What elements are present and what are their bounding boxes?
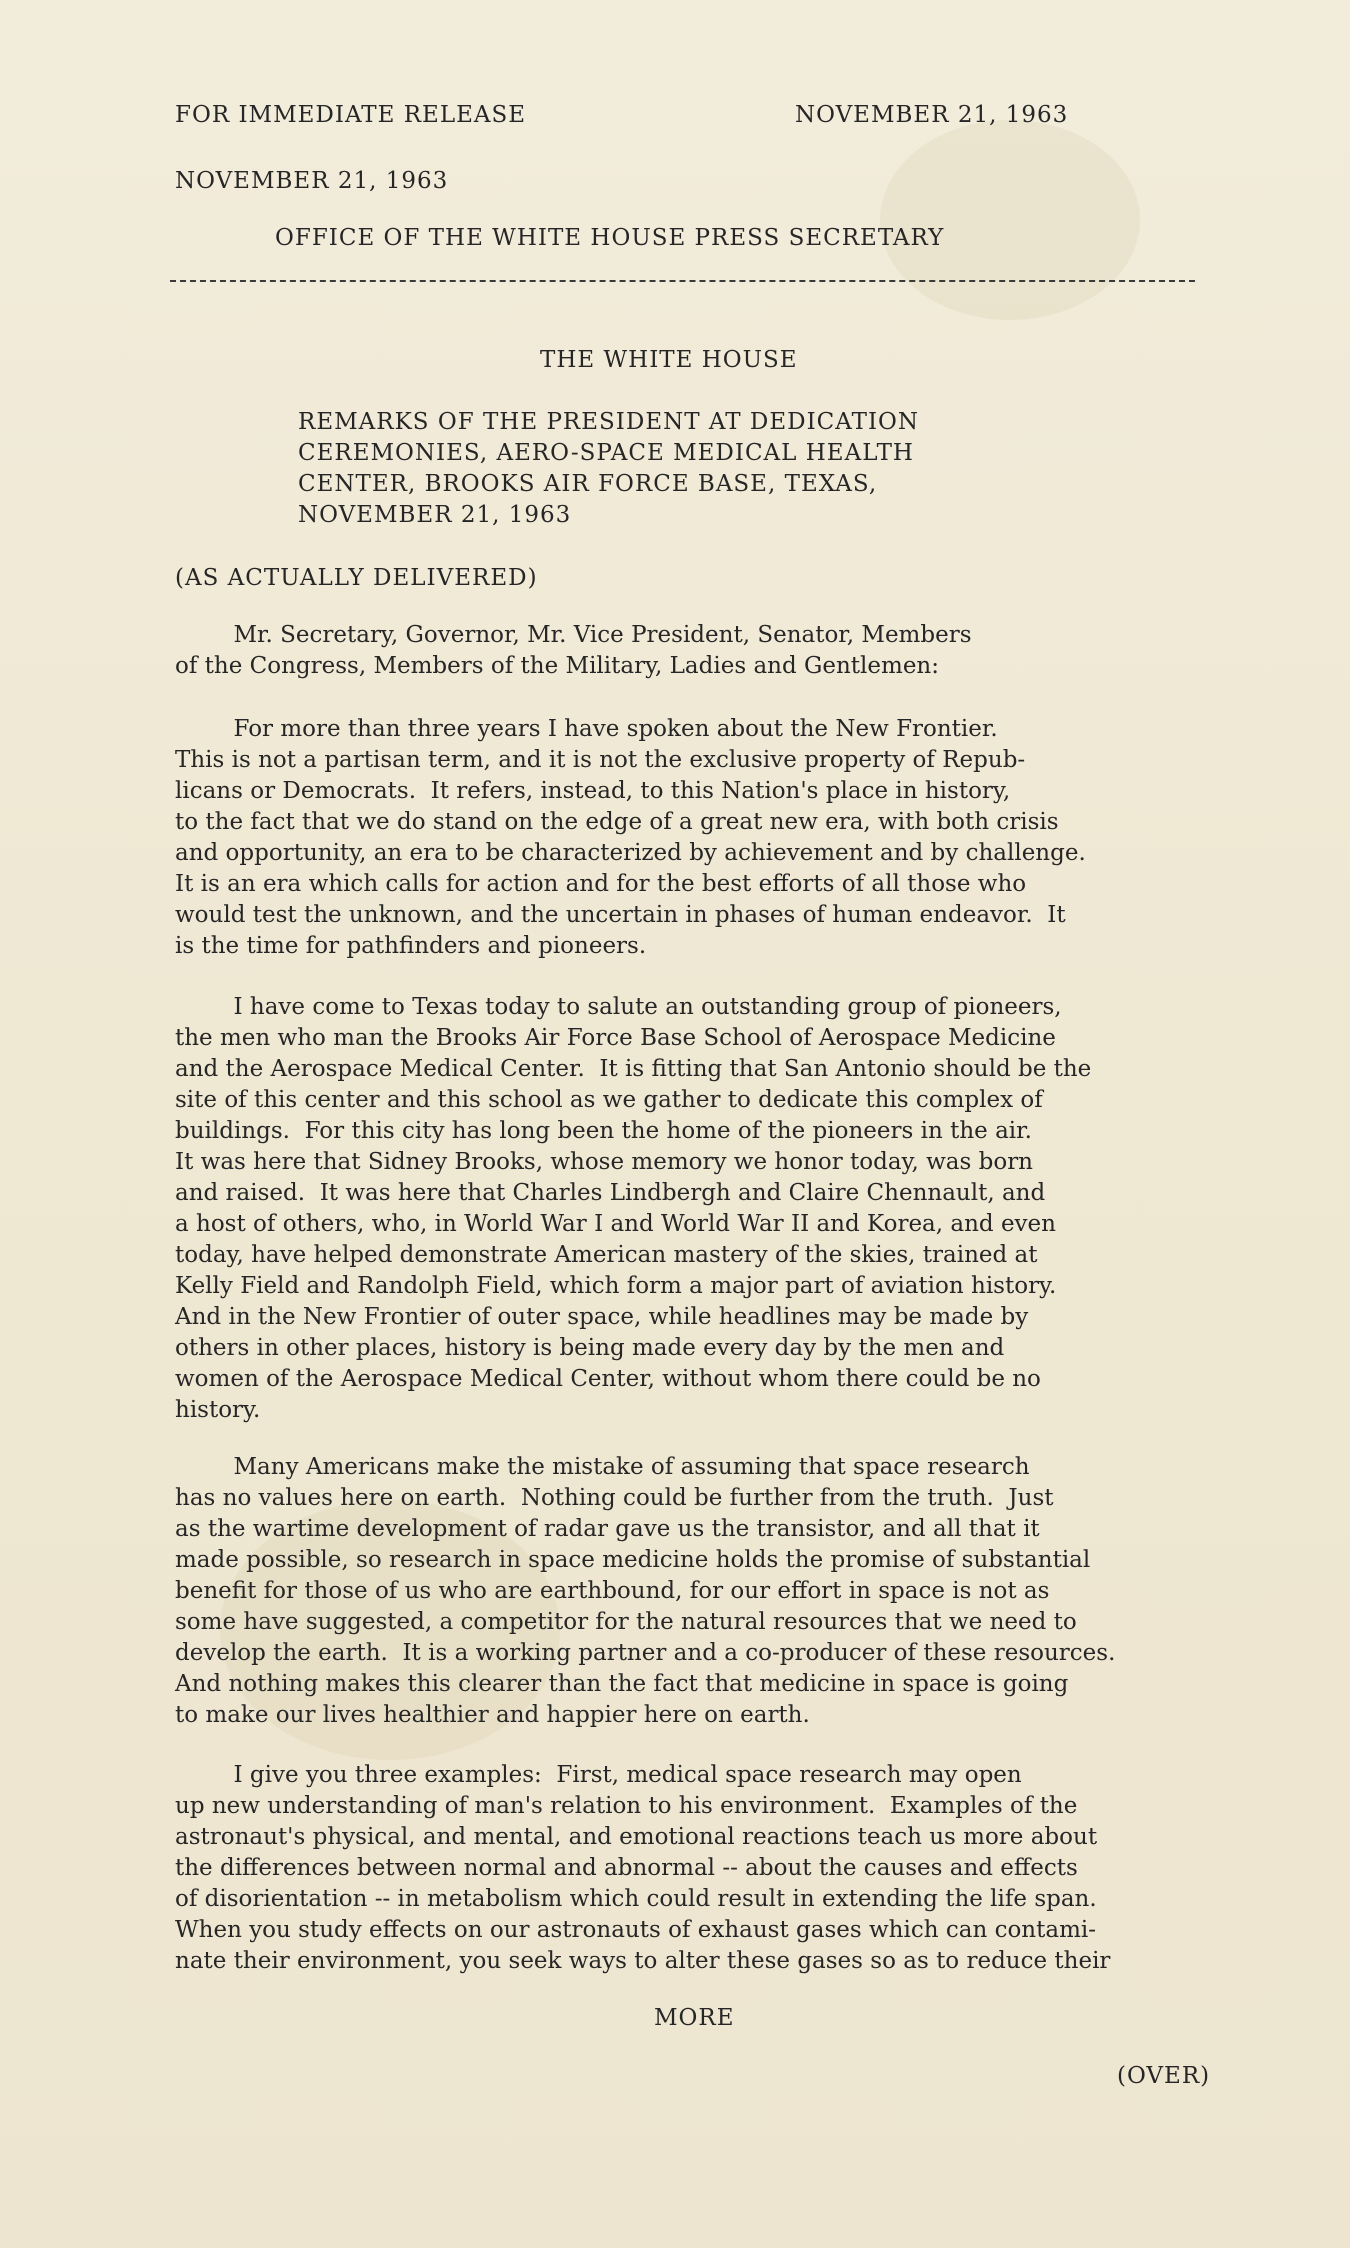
- text-line: Mr. Secretary, Governor, Mr. Vice President, Senator, Members: [175, 622, 972, 648]
- remarks-title-line: NOVEMBER 21, 1963: [298, 502, 572, 528]
- text-line: of disorientation -- in metabolism which could result in extending the life span.: [175, 1886, 1097, 1912]
- white-house-heading: THE WHITE HOUSE: [540, 347, 798, 373]
- text-line: I have come to Texas today to salute an outstanding group of pioneers,: [175, 994, 1062, 1020]
- text-line: would test the unknown, and the uncertain in phases of human endeavor. It: [175, 902, 1066, 928]
- text-line: And nothing makes this clearer than the fact that medicine in space is going: [175, 1671, 1069, 1697]
- remarks-title: [298, 407, 1078, 531]
- text-line: benefit for those of us who are earthbound, for our effort in space is not as: [175, 1578, 1050, 1604]
- release-date: NOVEMBER 21, 1963: [795, 102, 1069, 128]
- text-line: others in other places, history is being made every day by the men and: [175, 1335, 1005, 1361]
- text-line: women of the Aerospace Medical Center, without whom there could be no: [175, 1366, 1041, 1392]
- text-line: made possible, so research in space medicine holds the promise of substantial: [175, 1547, 1091, 1573]
- delivered-note: (AS ACTUALLY DELIVERED): [175, 565, 538, 591]
- text-line: For more than three years I have spoken about the New Frontier.: [175, 716, 998, 742]
- text-line: astronaut's physical, and mental, and emotional reactions teach us more about: [175, 1824, 1098, 1850]
- paragraph-space-research: [175, 1452, 1245, 1731]
- text-line: And in the New Frontier of outer space, while headlines may be made by: [175, 1304, 1029, 1330]
- more-marker: MORE: [654, 2005, 735, 2031]
- text-line: of the Congress, Members of the Military, Ladies and Gentlemen:: [175, 653, 939, 679]
- text-line: This is not a partisan term, and it is not the exclusive property of Repub-: [175, 747, 1026, 773]
- text-line: Kelly Field and Randolph Field, which form a major part of aviation history.: [175, 1273, 1057, 1299]
- paper-stain: [880, 120, 1140, 320]
- paragraph-three-examples: [175, 1760, 1245, 1977]
- release-label: FOR IMMEDIATE RELEASE: [175, 102, 527, 128]
- text-line: as the wartime development of radar gave us the transistor, and all that it: [175, 1516, 1040, 1542]
- text-line: is the time for pathfinders and pioneers.: [175, 933, 647, 959]
- over-marker: (OVER): [1117, 2063, 1211, 2089]
- text-line: When you study effects on our astronauts of exhaust gases which can contami-: [175, 1917, 1096, 1943]
- document-date: NOVEMBER 21, 1963: [175, 168, 449, 194]
- text-line: some have suggested, a competitor for the natural resources that we need to: [175, 1609, 1077, 1635]
- paragraph-pioneers: [175, 992, 1245, 1426]
- office-heading: OFFICE OF THE WHITE HOUSE PRESS SECRETARY: [275, 225, 945, 251]
- text-line: and opportunity, an era to be characterized by achievement and by challenge.: [175, 840, 1086, 866]
- dashed-divider: [170, 280, 1195, 282]
- text-line: today, have helped demonstrate American mastery of the skies, trained at: [175, 1242, 1038, 1268]
- text-line: Many Americans make the mistake of assuming that space research: [175, 1454, 1030, 1480]
- text-line: nate their environment, you seek ways to alter these gases so as to reduce their: [175, 1948, 1111, 1974]
- text-line: and raised. It was here that Charles Lindbergh and Claire Chennault, and: [175, 1180, 1046, 1206]
- text-line: the men who man the Brooks Air Force Base School of Aerospace Medicine: [175, 1025, 1056, 1051]
- salutation: [175, 620, 1245, 682]
- text-line: a host of others, who, in World War I and World War II and Korea, and even: [175, 1211, 1056, 1237]
- text-line: history.: [175, 1397, 261, 1423]
- text-line: to make our lives healthier and happier here on earth.: [175, 1702, 810, 1728]
- text-line: It was here that Sidney Brooks, whose memory we honor today, was born: [175, 1149, 1033, 1175]
- remarks-title-line: REMARKS OF THE PRESIDENT AT DEDICATION: [298, 409, 920, 435]
- text-line: develop the earth. It is a working partner and a co-producer of these resources.: [175, 1640, 1116, 1666]
- text-line: site of this center and this school as we gather to dedicate this complex of: [175, 1087, 1043, 1113]
- text-line: and the Aerospace Medical Center. It is fitting that San Antonio should be the: [175, 1056, 1092, 1082]
- text-line: up new understanding of man's relation to his environment. Examples of the: [175, 1793, 1078, 1819]
- paragraph-new-frontier: [175, 714, 1245, 962]
- text-line: I give you three examples: First, medical space research may open: [175, 1762, 1022, 1788]
- text-line: licans or Democrats. It refers, instead, to this Nation's place in history,: [175, 778, 1011, 804]
- remarks-title-line: CEREMONIES, AERO-SPACE MEDICAL HEALTH: [298, 440, 914, 466]
- remarks-title-line: CENTER, BROOKS AIR FORCE BASE, TEXAS,: [298, 471, 878, 497]
- text-line: the differences between normal and abnormal -- about the causes and effects: [175, 1855, 1078, 1881]
- text-line: buildings. For this city has long been the home of the pioneers in the air.: [175, 1118, 1032, 1144]
- text-line: to the fact that we do stand on the edge of a great new era, with both crisis: [175, 809, 1059, 835]
- text-line: It is an era which calls for action and for the best efforts of all those who: [175, 871, 1027, 897]
- text-line: has no values here on earth. Nothing could be further from the truth. Just: [175, 1485, 1054, 1511]
